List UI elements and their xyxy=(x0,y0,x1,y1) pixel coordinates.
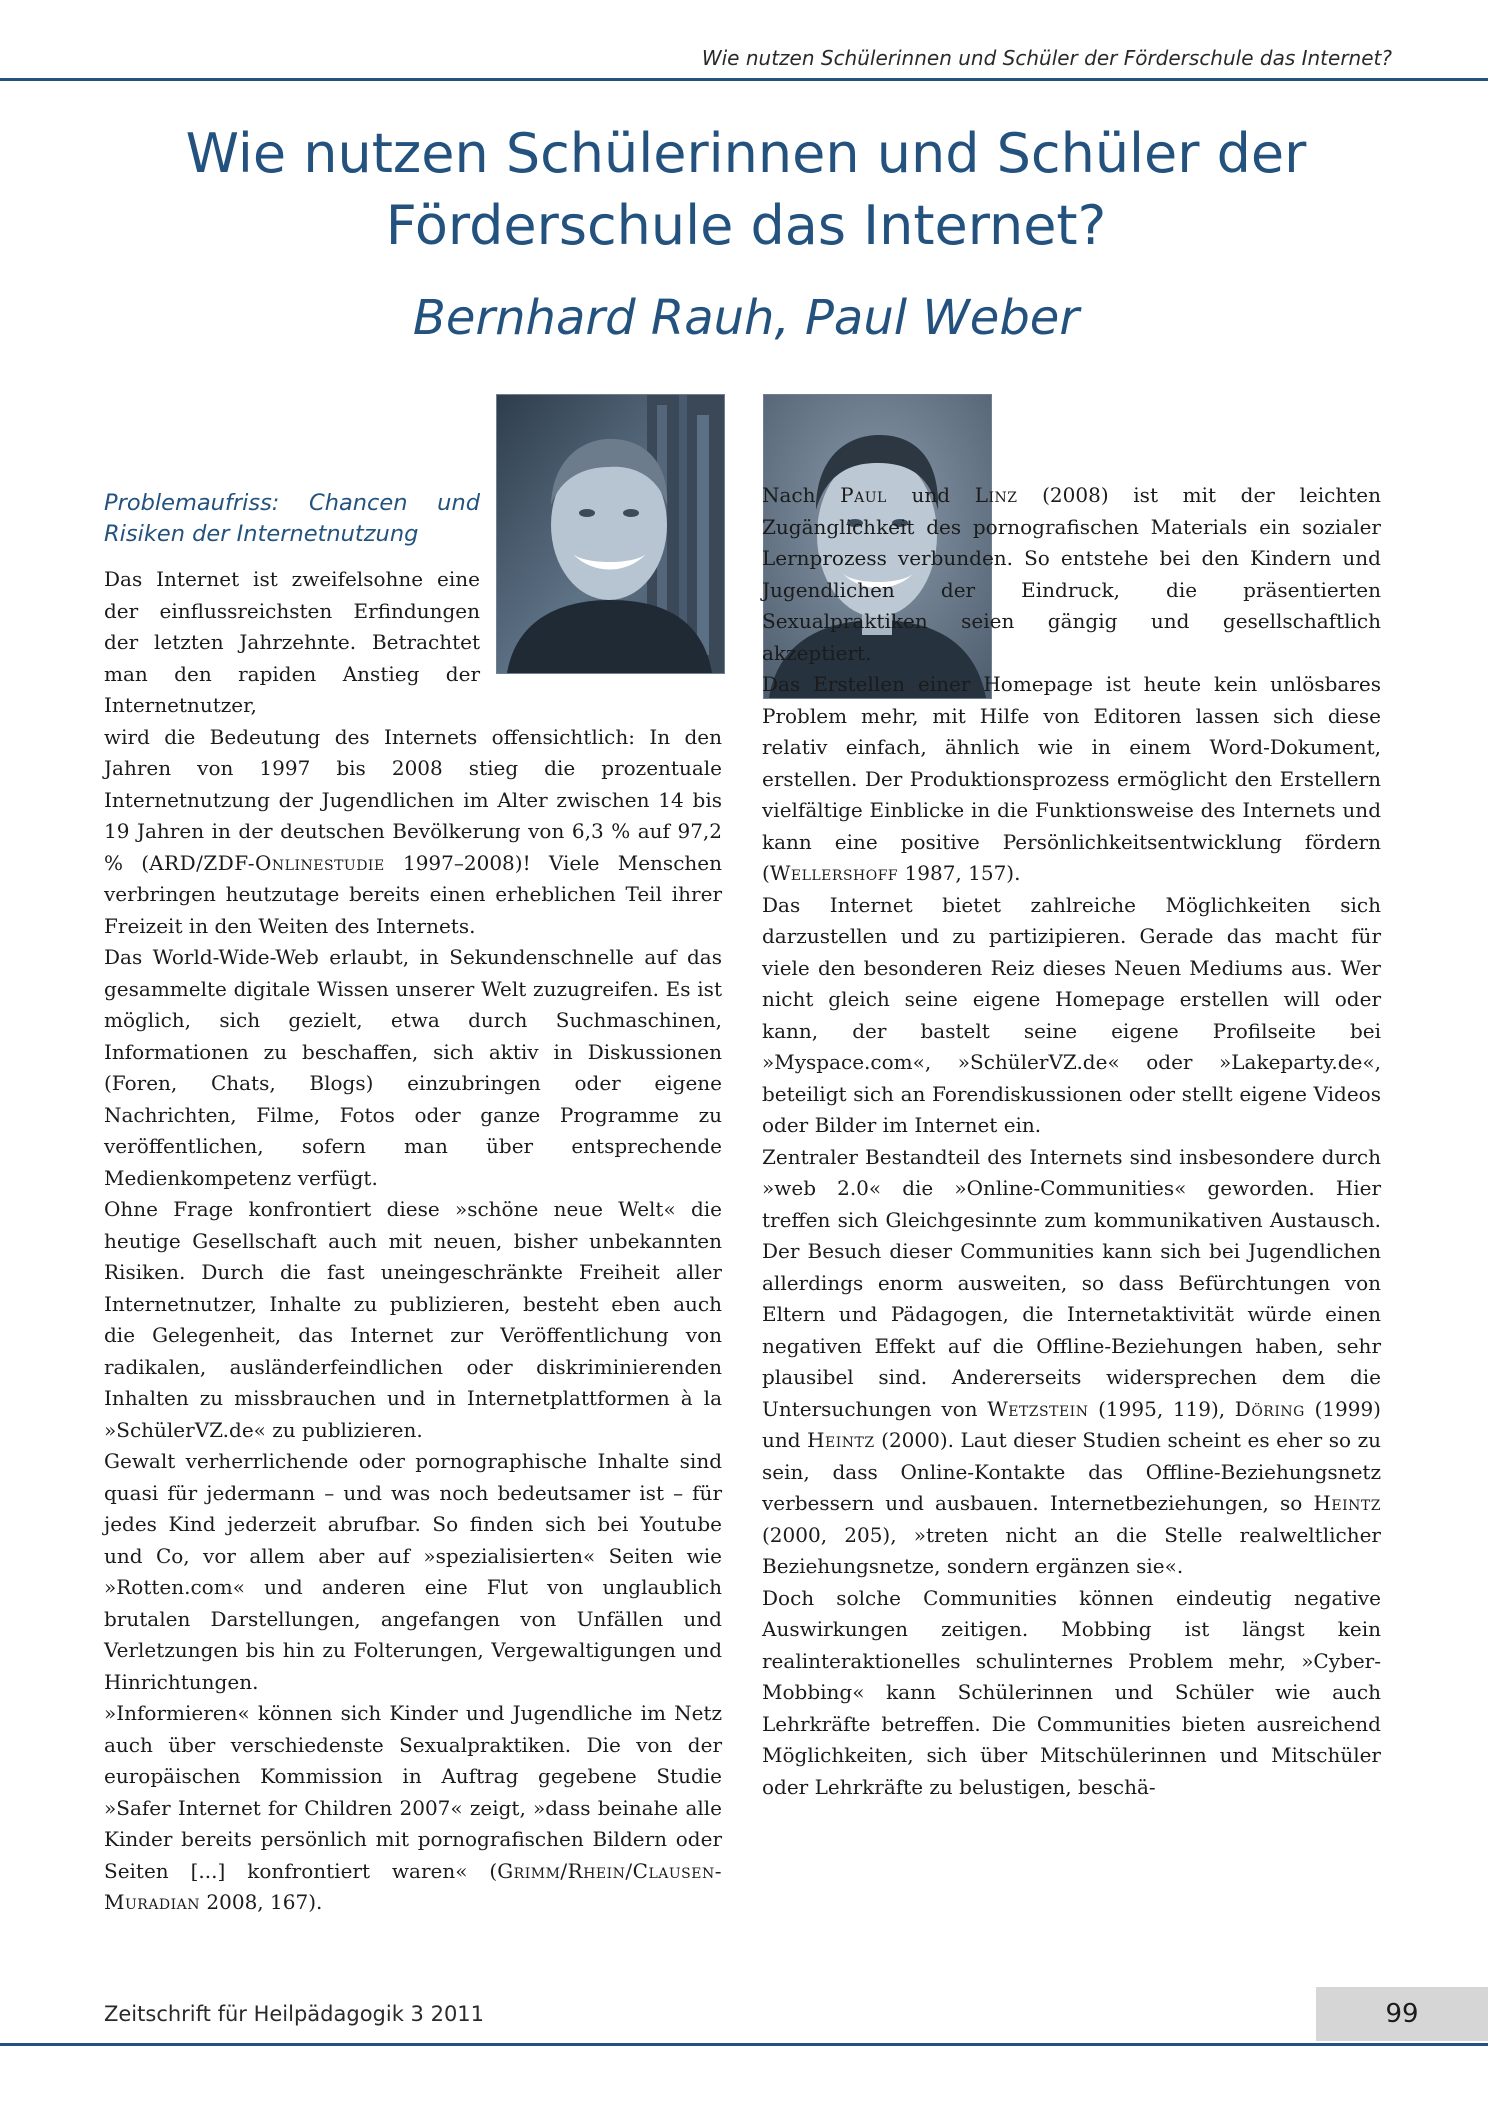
text-span: Das Erstellen einer Homepage ist heute kein unlösbares Problem mehr, mit Hilfe von Editoren lassen sich diese relativ einfach, ähnlich wie in einem Word-Dokument, erstellen. Der Produktionsprozess ermöglicht den Erstellern vielfältige Einblicke in die Funktionsweise des Internets und kann eine positive Persönlichkeitsentwicklung fördern ( xyxy=(762,672,1381,885)
citation: Heintz xyxy=(807,1428,875,1452)
article-title xyxy=(100,118,1392,262)
paragraph: Das World-Wide-Web erlaubt, in Sekundenschnelle auf das gesammelte digitale Wissen unserer Welt zuzugreifen. Es ist möglich, sich gezielt, etwa durch Suchmaschinen, Informationen zu beschaffen, sich aktiv in Diskussionen (Foren, Chats, Blogs) einzubringen oder eigene Nachrichten, Filme, Fotos oder ganze Programme zu veröffentlichen, sofern man über entsprechende Medienkompetenz verfügt. xyxy=(104,945,722,1190)
citation: Wetzstein xyxy=(987,1396,1089,1421)
right-column xyxy=(762,480,1381,1803)
paragraph: Das Internet bietet zahlreiche Möglichkeiten sich darzustellen und zu partizipieren. Gerade das macht für viele den besonderen Reiz dieses Neuen Mediums aus. Wer nicht gleich seine eigene Homepage erstellen will oder kann, der bastelt seine eigene Profilseite bei »Myspace.com«, »SchülerVZ.de« oder »Lakeparty.de«, beteiligt sich an Forendiskussionen oder stellt eigene Videos oder Bilder im Internet ein. xyxy=(762,892,1381,1137)
text-span: Zentraler Bestandteil des Internets sind insbesondere durch »web 2.0« die »Online-Communities« geworden. Hier treffen sich Gleichgesinnte zum kommunikativen Austausch. Der Besuch dieser Communities kann sich bei Jugendlichen allerdings enorm ausweiten, so dass Befürchtungen von Eltern und Pädagogen, die Internetaktivität würde einen negativen Effekt auf die Offline-Beziehungen haben, sehr plausibel sind. Andererseits widersprechen dem die Untersuchungen von xyxy=(762,1144,1381,1421)
text-span: (2000). Laut dieser Studien scheint es eher so zu sein, dass Online-Kontakte das Offline-Beziehungsnetz verbessern und ausbauen. Internetbeziehungen, so xyxy=(762,1428,1381,1515)
left-column xyxy=(104,488,722,1919)
citation: Linz xyxy=(974,483,1018,507)
text-span: (1995, 119), xyxy=(1088,1396,1235,1421)
citation: Heintz xyxy=(1313,1491,1381,1515)
text-span: 1997–2008)! Viele Menschen verbringen heutzutage bereits einen erheblichen Teil ihrer Freizeit in den Weiten des Internets. xyxy=(104,850,722,938)
paragraph xyxy=(762,480,1381,669)
section-subheading: Problemaufriss: Chancen und Risiken der Internetnutzung xyxy=(104,490,480,547)
text-span: Nach xyxy=(762,483,841,507)
citation: Döring xyxy=(1234,1396,1305,1421)
paragraph: Gewalt verherrlichende oder pornographische Inhalte sind quasi für jedermann – und was noch bedeutsamer ist – für jedes Kind jederzeit abrufbar. So finden sich bei Youtube und Co, vor allem aber auf »spezialisierten« Seiten wie »Rotten.com« und anderen eine Flut von unglaublich brutalen Darstellungen, angefangen von Unfällen und Verletzungen bis hin zu Folterungen, Vergewaltigungen und Hinrichtungen. xyxy=(104,1449,722,1694)
header-rule xyxy=(0,78,1488,81)
text-span: 2008, 167). xyxy=(200,1890,323,1914)
paragraph-intro-cont xyxy=(104,722,722,943)
page-number: 99 xyxy=(1385,1999,1419,2029)
citation: Wellershoff xyxy=(769,861,899,885)
text-span: und xyxy=(886,483,975,507)
text-span: »Informieren« können sich Kinder und Jugendliche im Netz auch über verschiedenste Sexualpraktiken. Die von der europäischen Kommission in Auftrag gegebene Studie »Safer Internet for Children 2007« zeigt, »dass beinahe alle Kinder bereits persönlich mit pornografischen Bildern oder Seiten [...] konfrontiert waren« ( xyxy=(104,1701,722,1883)
paragraph xyxy=(104,1698,722,1919)
text-span: (2000, 205), »treten nicht an die Stelle realweltlicher Beziehungsnetze, sondern ergänzen sie«. xyxy=(762,1522,1381,1578)
paragraph xyxy=(762,1142,1381,1583)
paragraph: Ohne Frage konfrontiert diese »schöne neue Welt« die heutige Gesellschaft auch mit neuen, bisher unbekannten Risiken. Durch die fast uneingeschränkte Freiheit aller Internetnutzer, Inhalte zu publizieren, besteht eben auch die Gelegenheit, das Internet zur Veröffentlichung von radikalen, ausländerfeindlichen oder diskriminierenden Inhalten zu missbrauchen und in Internetplattformen à la »SchülerVZ.de« zu publizieren. xyxy=(104,1197,722,1442)
title-line-1: Wie nutzen Schülerinnen und Schüler der xyxy=(185,122,1307,185)
paragraph xyxy=(762,669,1381,890)
citation: Grimm/Rhein/Clausen-Muradian xyxy=(104,1858,722,1914)
journal-footer: Zeitschrift für Heilpädagogik 3 2011 xyxy=(104,2002,485,2026)
text-span: (2008) ist mit der leichten Zugänglichkeit des pornografischen Materials ein sozialer Lernprozess verbunden. So entstehe bei den Kindern und Jugendlichen der Eindruck, die präsentierten Sexualpraktiken seien gängig und gesellschaftlich akzeptiert. xyxy=(762,483,1381,665)
text-span: (1999) und xyxy=(762,1396,1381,1452)
article-authors: Bernhard Rauh, Paul Weber xyxy=(412,290,1080,346)
running-header: Wie nutzen Schülerinnen und Schüler der Förderschule das Internet? xyxy=(701,46,1392,70)
page-number-box xyxy=(1316,1987,1488,2041)
text-span: wird die Bedeutung des Internets offensichtlich: In den Jahren von 1997 bis 2008 stieg die prozentuale Internetnutzung der Jugendlichen im Alter zwischen 14 bis 19 Jahren in der deutschen Bevölkerung von 6,3 % auf 97,2 % ( xyxy=(104,724,722,875)
paragraph: Doch solche Communities können eindeutig negative Auswirkungen zeitigen. Mobbing ist längst kein realinteraktionelles schulinternes Problem mehr, »Cyber-Mobbing« kann Schülerinnen und Schüler wie auch Lehrkräfte betreffen. Die Communities bieten ausreichend Möglichkeiten, sich über Mitschülerinnen und Mitschüler oder Lehrkräfte zu belustigen, beschä- xyxy=(762,1585,1381,1799)
footer-rule xyxy=(0,2043,1488,2046)
text-span: 1987, 157). xyxy=(898,861,1021,885)
citation: ARD/ZDF-Onlinestudie xyxy=(149,850,385,875)
paragraph-intro-start: Das Internet ist zweifelsohne eine der einflussreichsten Erfindungen der letzten Jahrzehnte. Betrachtet man den rapiden Anstieg der Internetnutzer, xyxy=(104,567,480,717)
citation: Paul xyxy=(840,483,887,507)
title-line-2: Förderschule das Internet? xyxy=(385,194,1107,257)
